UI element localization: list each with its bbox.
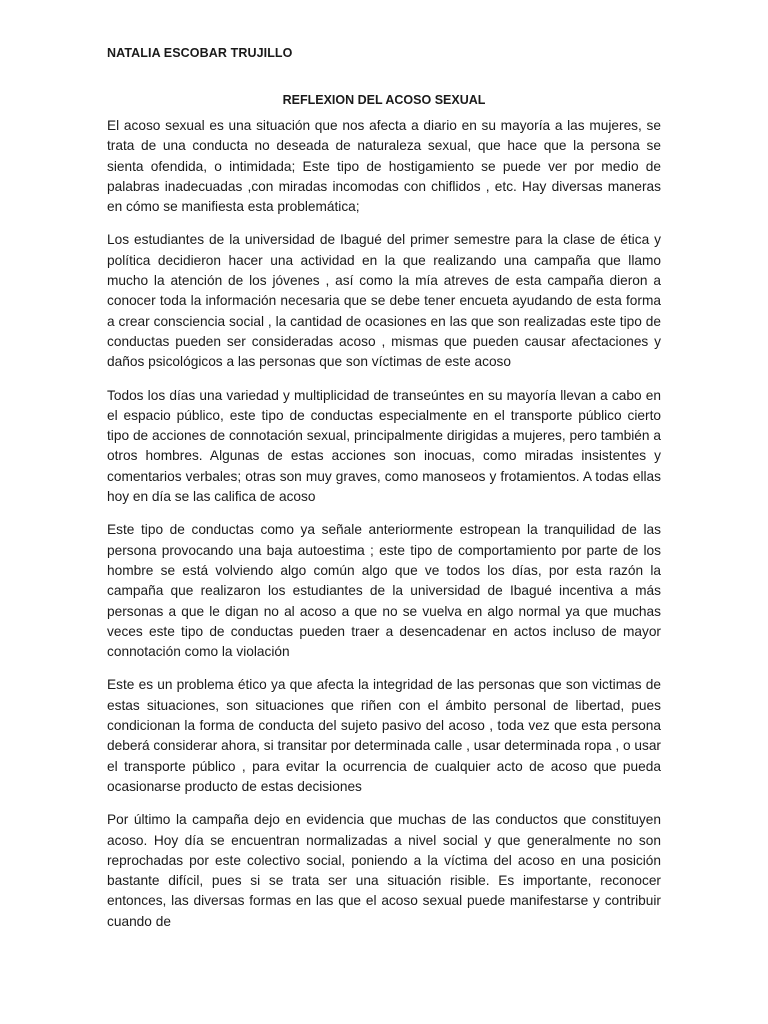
document-title: REFLEXION DEL ACOSO SEXUAL — [282, 93, 486, 107]
author-name: NATALIA ESCOBAR TRUJILLO — [107, 46, 293, 60]
paragraph-6: Por último la campaña dejo en evidencia que muchas de las conductos que constituyen acoso. Hoy día se encuentran normalizadas a nivel social y que generalmente no son reprochadas por este colectivo social, poniendo a la víctima del acoso en una posición bastante difícil, pues si se trata ser una situación risible. Es importante, reconocer entonces, las diversas formas en las que el acoso sexual puede manifestarse y contribuir cuando de — [107, 812, 661, 929]
paragraph-5: Este es un problema ético ya que afecta la integridad de las personas que son victimas de estas situaciones, son situaciones que riñen con el ámbito personal de libertad, pues condicionan la forma de conducta del sujeto pasivo del acoso , toda vez que esta persona deberá considerar ahora, si transitar por determinada calle , usar determinada ropa , o usar el transporte público , para evitar la ocurrencia de cualquier acto de acoso que pueda ocasionarse producto de estas decisiones — [107, 677, 661, 794]
paragraph-2: Los estudiantes de la universidad de Ibagué del primer semestre para la clase de ética y política decidieron hacer una actividad en la que realizando una campaña que llamo mucho la atención de los jóvenes , así como la mía atreves de esta campaña dieron a conocer toda la información necesaria que se debe tener encueta ayudando de esta forma a crear consciencia social , la cantidad de ocasiones en las que son realizadas este tipo de conductas pueden ser consideradas acoso , mismas que pueden causar afectaciones y daños psicológicos a las personas que son víctimas de este acoso — [107, 232, 661, 370]
paragraph-4: Este tipo de conductas como ya señale anteriormente estropean la tranquilidad de las persona provocando una baja autoestima ; este tipo de comportamiento por parte de los hombre se está volviendo algo común algo que ve todos los días, por esta razón la campaña que realizaron los estudiantes de la universidad de Ibagué incentiva a más personas a que le digan no al acoso a que no se vuelva en algo normal ya que muchas veces este tipo de conductas pueden traer a desencadenar en actos incluso de mayor connotación como la violación — [107, 522, 661, 660]
paragraph-1: El acoso sexual es una situación que nos afecta a diario en su mayoría a las mujeres, se trata de una conducta no deseada de naturaleza sexual, que hace que la persona se sienta ofendida, o intimidada; Este tipo de hostigamiento se puede ver por medio de palabras inadecuadas ,con miradas incomodas con chiflidos , etc. Hay diversas maneras en cómo se manifiesta esta problemática; — [107, 118, 661, 215]
paragraph-3: Todos los días una variedad y multiplicidad de transeúntes en su mayoría llevan a cabo en el espacio público, este tipo de conductas especialmente en el transporte público cierto tipo de acciones de connotación sexual, principalmente dirigidas a mujeres, pero también a otros hombres. Algunas de estas acciones son inocuas, como miradas insistentes y comentarios verbales; otras son muy graves, como manoseos y frotamientos. A todas ellas hoy en día se las califica de acoso — [107, 387, 661, 505]
